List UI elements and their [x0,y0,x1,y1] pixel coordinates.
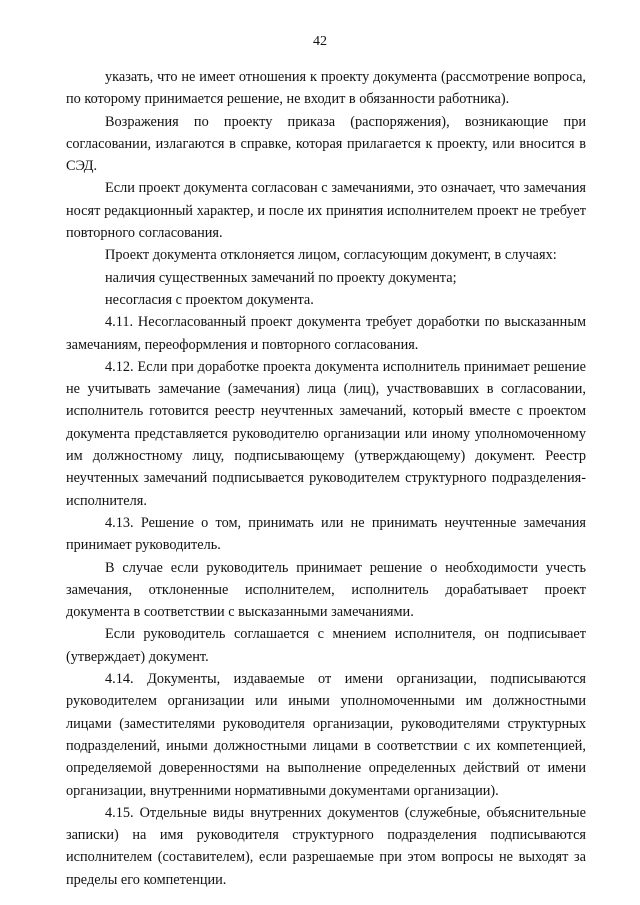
paragraph-4-11: 4.11. Несогласованный проект документа требует доработки по высказанным замечаниям, переоформления и повторного согласования. [66,314,586,353]
paragraph-4-13: 4.13. Решение о том, принимать или не принимать неучтенные замечания принимает руководитель. [66,514,586,554]
paragraph-rejection-case-disagreement: несогласия с проектом документа. [105,291,314,308]
paragraph-4-14: 4.14. Документы, издаваемые от имени организации, подписываются руководителем организации или иными уполномоченными им должностными лицами (заместителями руководителя организации, руководителями структурных подразделений, иными должностными лицами в соответствии с их компетенцией, определяемой доверенностями на выполнение определенных действий от имени организации, внутренними нормативными документами организации). [66,671,586,799]
paragraph-continuation: указать, что не имеет отношения к проекту документа (рассмотрение вопроса, по которому принимается решение, не входит в обязанности работника). [66,69,586,108]
paragraph-head-decision: В случае если руководитель принимает решение о необходимости учесть замечания, отклоненные исполнителем, исполнитель дорабатывает проект документа в соответствии с высказанными замечаниями. [66,559,586,621]
paragraph-4-15: 4.15. Отдельные виды внутренних документов (служебные, объяснительные записки) на имя руководителя структурного подразделения подписываются исполнителем (составителем), если разрешаемые при этом вопросы не выходят за пределы его компетенции. [66,804,586,888]
paragraph-4-12: 4.12. Если при доработке проекта документа исполнитель принимает решение не учитывать замечание (замечания) лица (лиц), участвовавших в согласовании, исполнитель готовится реестр неучтенных замечаний, который вместе с проектом документа представляется руководителю организации или иному уполномоченному им должностному лицу, подписывающему (утверждающему) документ. Реестр неучтенных замечаний подписывается руководителем структурного подразделения-исполнителя. [66,358,586,509]
paragraph-objections: Возражения по проекту приказа (распоряжения), возникающие при согласовании, излагаются в справке, которая прилагается к проекту, или вносится в СЭД. [66,113,586,175]
document-body [66,66,586,891]
paragraph-rejection-case-remarks: наличия существенных замечаний по проекту документа; [105,269,457,286]
page-number: 42 [313,34,327,49]
paragraph-rejection-cases: Проект документа отклоняется лицом, согласующим документ, в случаях: [105,247,557,264]
paragraph-head-agrees: Если руководитель соглашается с мнением исполнителя, он подписывает (утверждает) документ. [66,626,586,665]
paragraph-approved-with-remarks: Если проект документа согласован с замечаниями, это означает, что замечания носят редакционный характер, и после их принятия исполнителем проект не требует повторного согласования. [66,180,586,242]
